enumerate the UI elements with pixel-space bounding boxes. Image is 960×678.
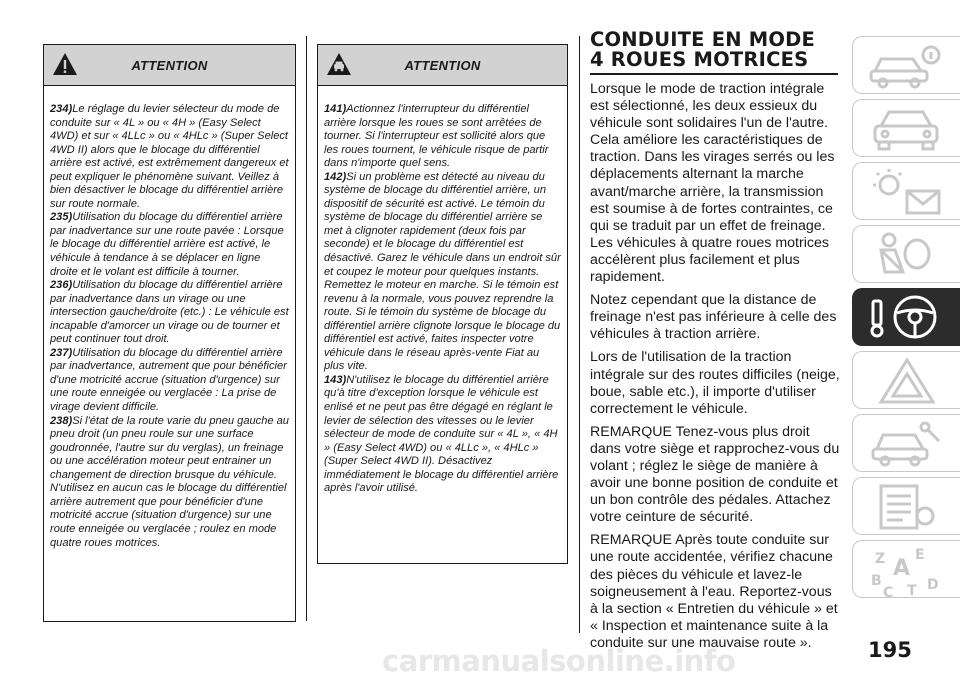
attention-notes [318, 86, 567, 496]
index-letter: T [907, 583, 917, 599]
car-maintenance-icon [867, 419, 947, 469]
emergency-triangle-icon [867, 356, 947, 406]
note-143: 143)N'utilisez le blocage du différentiel arrière qu'à titre d'exception lorsque le véhicule est enlisé et ne peut pas être dégagé en réglant le levier de sélection des vitesses ou le levier sélecteur de mode de conduite sur « 4L », « 4H » (Easy Select 4WD) ou « 4LLc », « 4HLc » (Super Select 4WD II). Désactivez immédiatement le blocage du différentiel arrière après l'avoir utilisé. [324, 373, 559, 495]
tab-warning-lights[interactable] [852, 162, 960, 220]
paragraph: Lors de l'utilisation de la traction intégrale sur des routes difficiles (neige, boue, sable etc.), il importe d'utiliser correctement le véhicule. [590, 349, 840, 417]
title-underline [590, 73, 838, 75]
attention-title: ATTENTION [131, 58, 208, 73]
steering-wheel-key-icon [867, 293, 947, 345]
note-237: 237)Utilisation du blocage du différentiel arrière par inadvertance, autrement que pour bénéficier d'une motricité accrue (situation d'urgence) sur une route enneigée ou verglacée : La prise de virage devient difficile. [50, 346, 287, 414]
attention-box-left [43, 44, 296, 622]
note-234: 234)Le réglage du levier sélecteur du mode de conduite sur « 4L » ou « 4H » (Easy Select 4WD) et sur « 4LLc » ou « 4HLc » (Super Select 4WD II) alors que le blocage du différentiel arrière est activé, est extrêmement dangereux et peut expliquer le phénomène suivant. Veillez à bien désactiver le blocage du différentiel arrière sur route normale. [50, 103, 289, 210]
tab-car-info[interactable] [852, 36, 960, 94]
car-front-icon [867, 104, 947, 152]
attention-title: ATTENTION [404, 58, 481, 73]
tab-emergency[interactable] [852, 351, 960, 409]
attention-header [318, 45, 567, 86]
index-letter: Z [875, 551, 886, 567]
note-236: 236)Utilisation du blocage du différentiel arrière par inadvertance dans un virage ou une intersection gauche/droite (etc.) : Le véhicule est incapable d'amorcer un virage ou de tourner et peut continuer tout droit. [50, 279, 289, 346]
paragraph: REMARQUE Après toute conduite sur une route accidentée, vérifiez chacune des pièces du véhicule et lavez-le soigneusement à l'eau. Reportez-vous à la section « Entretien du véhicule » et « Inspection et maintenance suite à la conduite sur une mauvaise route ». [590, 532, 838, 651]
attention-notes [44, 86, 295, 550]
note-141: 141)Actionnez l'interrupteur du différentiel arrière lorsque les roues se sont arrêtées de tourner. Si l'interrupteur est sollicité alors que les roues tournent, le véhicule risque de partir dans n'importe quel sens. [324, 103, 549, 170]
watermark: carmanualsonline.info [382, 644, 736, 678]
column-divider [306, 36, 307, 621]
column-divider [579, 36, 580, 633]
note-142: 142)Si un problème est détecté au niveau du système de blocage du différentiel arrière, un dispositif de sécurité est activé. Le témoin du système de blocage du différentiel arrière se met à clignoter rapidement (deux fois par seconde) et le blocage du différentiel est désactivé. Garez le véhicule dans un endroit sûr et coupez le moteur pour quelques instants. Remettez le moteur en marche. Si le témoin est revenu à la normale, vous pouvez reprendre la route. Si le témoin du système de blocage du différentiel arrière clignote lorsque le blocage du différentiel est activé, faites inspecter votre véhicule dans le réseau après-vente Fiat au plus vite. [324, 170, 561, 373]
section-title: CONDUITE EN MODE 4 ROUES MOTRICES [590, 28, 816, 71]
section-four-wheel-drive [590, 30, 840, 658]
car-info-icon [867, 41, 947, 89]
tab-starting-driving[interactable] [852, 288, 960, 346]
airbag-safety-icon [867, 230, 947, 280]
alphabetical-index-icon [867, 545, 951, 599]
tab-airbag-safety[interactable] [852, 225, 960, 283]
index-letter: A [893, 556, 911, 581]
index-letter: E [915, 547, 925, 563]
attention-header [44, 45, 295, 86]
paragraph: Lorsque le mode de traction intégrale est sélectionné, les deux essieux du véhicule sont solidaires l'un de l'autre. Cela améliore les caractéristiques de traction. Dans les virages serrés ou les déplacements alternant la marche avant/marche arrière, la transmission est soumise à de fortes contraintes, ce qui se traduit par un effet de freinage. Les véhicules à quatre roues motrices accélèrent plus facilement et plus rapidement. [590, 81, 835, 286]
attention-box-middle [317, 44, 568, 564]
specifications-list-icon [867, 482, 947, 532]
paragraph: REMARQUE Tenez-vous plus droit dans votre siège et rapprochez-vous du volant ; réglez le siège de manière à avoir une bonne position de conduite et un bon contrôle des pédales. Attachez votre ceinture de sécurité. [590, 423, 840, 526]
tab-maintenance[interactable] [852, 414, 960, 472]
warning-lights-icon [867, 167, 947, 217]
index-letter: C [883, 585, 894, 599]
tab-index[interactable] [852, 540, 960, 598]
tab-specifications[interactable] [852, 477, 960, 535]
tab-car-front[interactable] [852, 99, 960, 157]
paragraph: Notez cependant que la distance de freinage n'est pas inférieure à celle des véhicules à traction arrière. [590, 292, 837, 343]
note-235: 235)Utilisation du blocage du différentiel arrière par inadvertance sur une route pavée : Lorsque le blocage du différentiel arrière est activé, le véhicule à tendance à se déplacer en ligne droite et le volant est difficile à tourner. [50, 211, 284, 278]
index-letter: B [871, 573, 882, 589]
note-238: 238)Si l'état de la route varie du pneu gauche au pneu droit (un pneu roule sur une surface goudronnée, l'autre sur du verglas), un freinage ou une accélération moteur peut entrainer un changement de direction brusque du véhicule. N'utilisez en aucun cas le blocage du différentiel arrière autrement que pour bénéficier d'une motricité accrue (situation d'urgence) sur une route enneigée ou verglacée ; roulez en mode quatre roues motrices. [50, 414, 289, 549]
page-number: 195 [868, 638, 912, 662]
index-letter: D [927, 577, 939, 593]
